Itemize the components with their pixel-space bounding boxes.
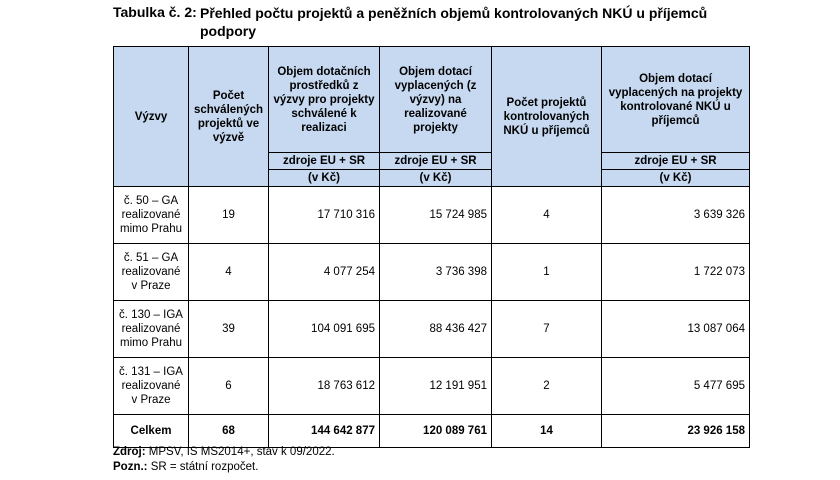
cell-vyzva: č. 131 – IGA realizované v Praze: [114, 358, 189, 415]
table-row: [114, 244, 750, 301]
cell-objem-kontrolovane: 3 639 326: [602, 187, 750, 244]
header-pocet-schvalenych: Počet schválených projektů ve výzvě: [189, 47, 269, 187]
cell-objem-vyplacenych: 3 736 398: [380, 244, 492, 301]
header-pocet-kontrolovanych: Počet projektů kontrolovaných NKÚ u příjemců: [492, 47, 602, 187]
cell-kontrolovano: 2: [492, 358, 602, 415]
table-caption-label: Tabulka č. 2:: [113, 4, 197, 20]
cell-total-objem-prostredku: 144 642 877: [269, 415, 380, 448]
note-label: Pozn.:: [113, 461, 148, 473]
header-objem-kontrolovane: Objem dotací vyplacených na projekty kontrolované NKÚ u příjemců: [602, 47, 750, 153]
cell-pocet: 39: [189, 301, 269, 358]
table-row: [114, 301, 750, 358]
note-line: [113, 460, 335, 475]
cell-total-kontrolovano: 14: [492, 415, 602, 448]
cell-total-label: Celkem: [114, 415, 189, 448]
cell-kontrolovano: 1: [492, 244, 602, 301]
header-jednotka: (v Kč): [269, 170, 380, 187]
cell-vyzva: č. 51 – GA realizované v Praze: [114, 244, 189, 301]
cell-objem-prostredku: 4 077 254: [269, 244, 380, 301]
header-zdroje: zdroje EU + SR: [380, 153, 492, 170]
source-line: [113, 445, 335, 460]
data-table: [113, 46, 750, 448]
note-text: SR = státní rozpočet.: [150, 461, 259, 473]
cell-objem-kontrolovane: 5 477 695: [602, 358, 750, 415]
cell-kontrolovano: 4: [492, 187, 602, 244]
source-label: Zdroj:: [113, 446, 146, 458]
cell-total-pocet: 68: [189, 415, 269, 448]
cell-objem-prostredku: 104 091 695: [269, 301, 380, 358]
header-objem-prostredku: Objem dotačních prostředků z výzvy pro projekty schválené k realizaci: [269, 47, 380, 153]
cell-objem-vyplacenych: 15 724 985: [380, 187, 492, 244]
cell-pocet: 4: [189, 244, 269, 301]
cell-total-objem-vyplacenych: 120 089 761: [380, 415, 492, 448]
cell-kontrolovano: 7: [492, 301, 602, 358]
header-jednotka: (v Kč): [380, 170, 492, 187]
cell-pocet: 19: [189, 187, 269, 244]
source-text: MPSV, IS MS2014+, stav k 09/2022.: [148, 446, 335, 458]
header-vyzvy: Výzvy: [114, 47, 189, 187]
cell-vyzva: č. 50 – GA realizované mimo Prahu: [114, 187, 189, 244]
cell-total-objem-kontrolovane: 23 926 158: [602, 415, 750, 448]
footnotes: [113, 445, 335, 475]
cell-objem-prostredku: 18 763 612: [269, 358, 380, 415]
header-objem-vyplacenych: Objem dotací vyplacených (z výzvy) na realizované projekty: [380, 47, 492, 153]
cell-objem-kontrolovane: 1 722 073: [602, 244, 750, 301]
table-row: [114, 358, 750, 415]
table-row: [114, 187, 750, 244]
cell-objem-prostredku: 17 710 316: [269, 187, 380, 244]
cell-pocet: 6: [189, 358, 269, 415]
header-zdroje: zdroje EU + SR: [602, 153, 750, 170]
cell-vyzva: č. 130 – IGA realizované mimo Prahu: [114, 301, 189, 358]
cell-objem-vyplacenych: 88 436 427: [380, 301, 492, 358]
table-caption: Přehled počtu projektů a peněžních objemů kontrolovaných NKÚ u příjemců podpory: [200, 5, 708, 39]
cell-objem-kontrolovane: 13 087 064: [602, 301, 750, 358]
cell-objem-vyplacenych: 12 191 951: [380, 358, 492, 415]
total-row: [114, 415, 750, 448]
header-zdroje: zdroje EU + SR: [269, 153, 380, 170]
header-jednotka: (v Kč): [602, 170, 750, 187]
